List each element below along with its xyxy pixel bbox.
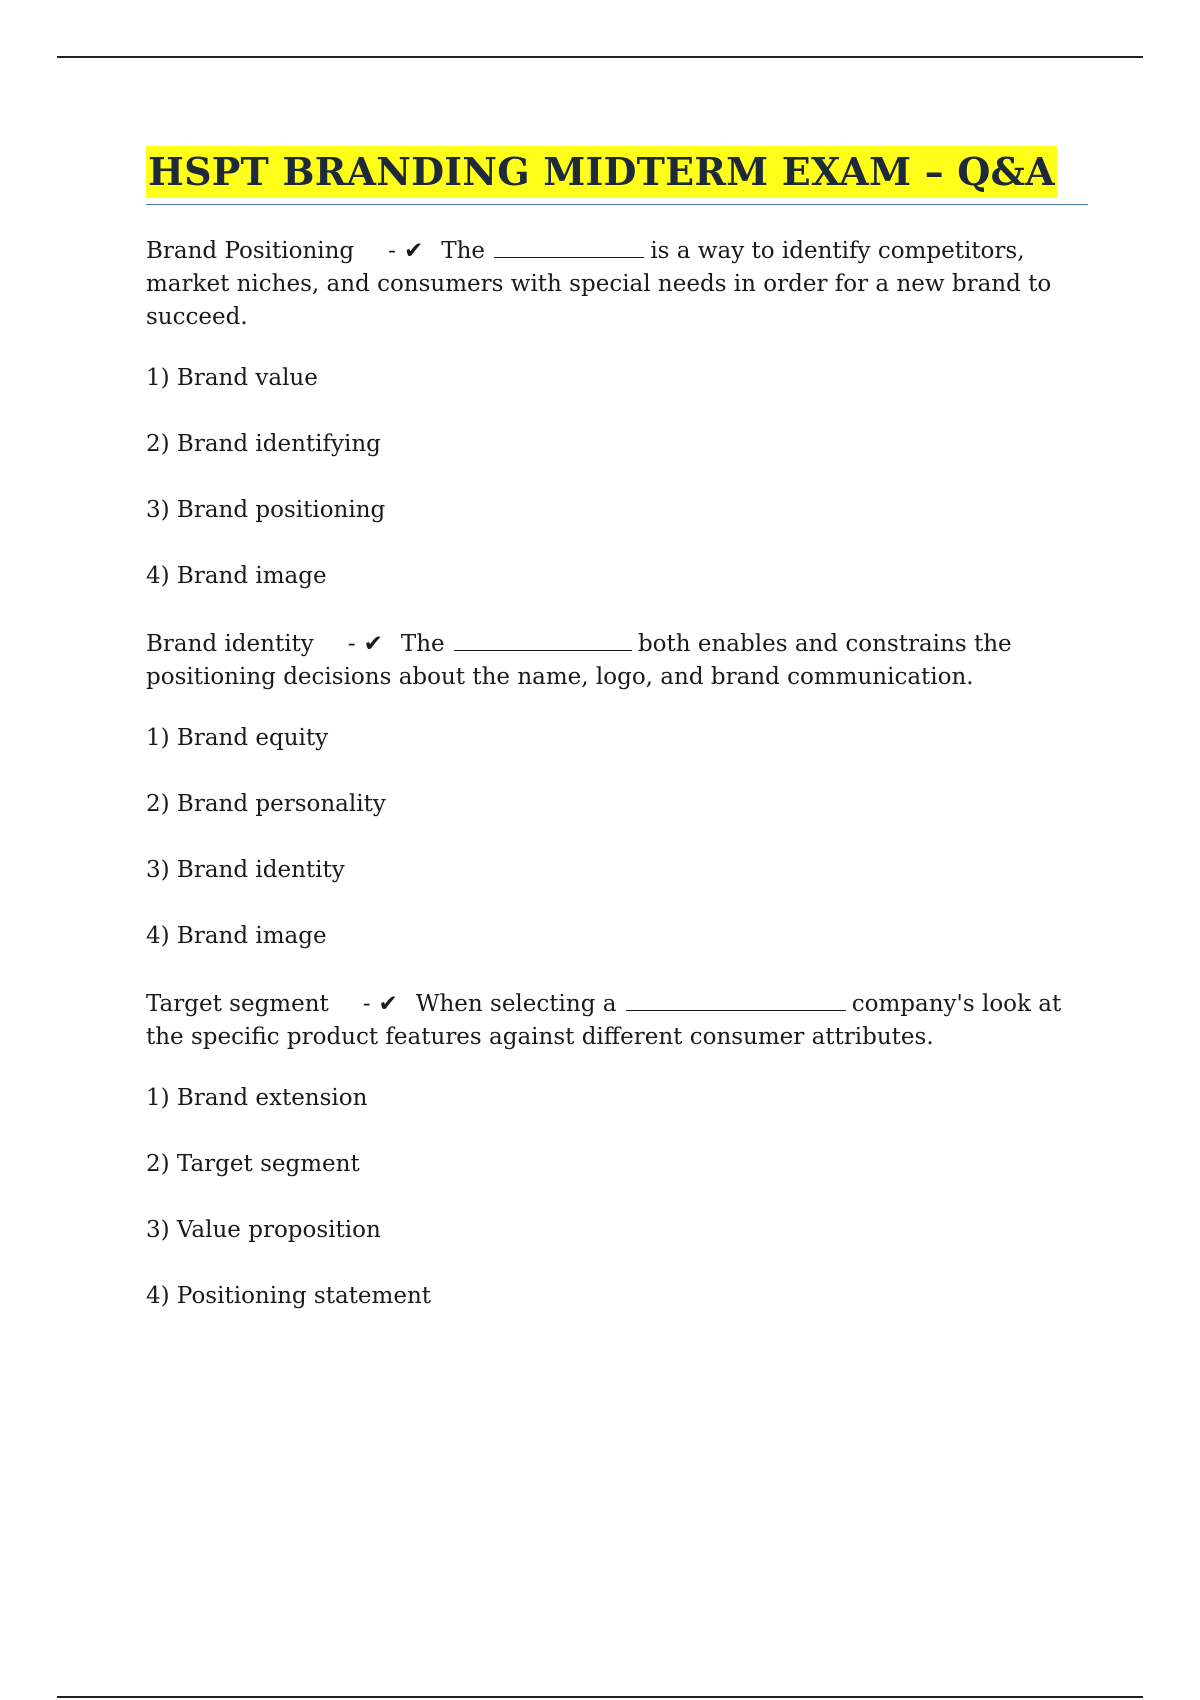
page-top-rule: [57, 56, 1143, 58]
option-item: 2) Brand identifying: [146, 431, 381, 457]
options-list: [146, 1082, 1088, 1313]
question-text: [146, 233, 1088, 334]
check-icon: ✔: [378, 991, 398, 1017]
option-item: 2) Brand personality: [146, 791, 386, 817]
answer-blank: [494, 233, 644, 258]
answer-blank: [626, 986, 846, 1011]
option-item: 1) Brand extension: [146, 1085, 368, 1111]
option-item: 1) Brand value: [146, 365, 318, 391]
document-title: HSPT BRANDING MIDTERM EXAM – Q&A: [146, 146, 1057, 198]
answer-separator: -: [388, 238, 396, 264]
answer-separator: -: [362, 991, 371, 1017]
options-list: [146, 362, 1088, 593]
option-item: 4) Brand image: [146, 563, 327, 589]
option-item: 2) Target segment: [146, 1151, 360, 1177]
question-text: [146, 626, 1088, 694]
options-list: [146, 722, 1088, 953]
option-item: 3) Value proposition: [146, 1217, 381, 1243]
answer-term: Target segment: [146, 991, 329, 1017]
prompt-before: When selecting a: [415, 991, 617, 1017]
document-body: [146, 146, 1088, 1346]
option-item: 3) Brand identity: [146, 857, 345, 883]
title-block: [146, 146, 1088, 205]
answer-separator: -: [347, 631, 356, 657]
option-item: 4) Brand image: [146, 923, 327, 949]
prompt-after: is a way to identify competitors, market niches, and consumers with special needs in order for a new brand to succeed.: [146, 238, 1052, 330]
prompt-before: The: [400, 631, 445, 657]
prompt-after: company's look at the specific product features against different consumer attributes.: [146, 991, 1062, 1050]
question-block-1: [146, 233, 1088, 593]
option-item: 3) Brand positioning: [146, 497, 386, 523]
option-item: 1) Brand equity: [146, 725, 329, 751]
question-block-2: [146, 626, 1088, 953]
prompt-after: both enables and constrains the positioning decisions about the name, logo, and brand communication.: [146, 631, 1012, 690]
question-text: [146, 986, 1088, 1054]
check-icon: ✔: [403, 238, 424, 264]
question-block-3: [146, 986, 1088, 1313]
answer-blank: [454, 626, 632, 651]
prompt-before: The: [441, 238, 485, 264]
check-icon: ✔: [363, 631, 383, 657]
option-item: 4) Positioning statement: [146, 1283, 432, 1309]
answer-term: Brand identity: [146, 631, 314, 657]
page-bottom-rule: [57, 1696, 1143, 1698]
answer-term: Brand Positioning: [146, 238, 355, 264]
